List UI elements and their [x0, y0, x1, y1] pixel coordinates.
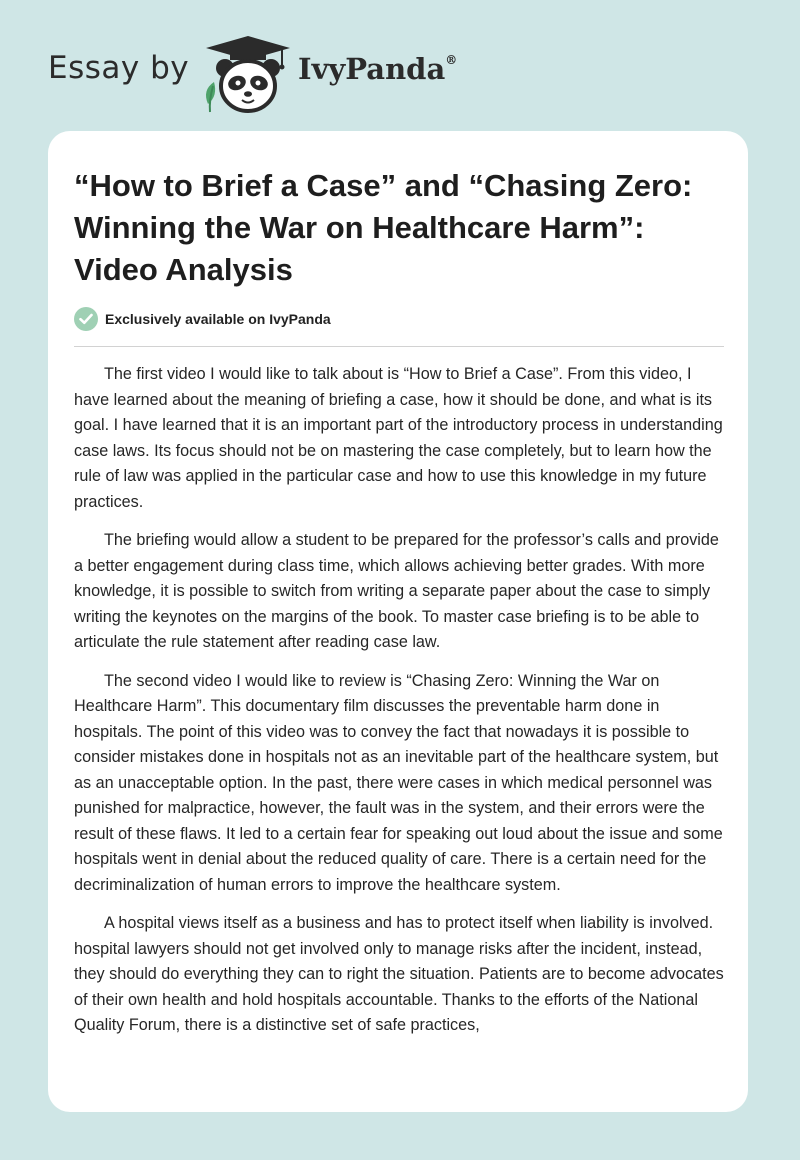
essay-title: “How to Brief a Case” and “Chasing Zero: Winning the War on Healthcare Harm”: Video Analysis: [74, 168, 693, 287]
exclusive-badge-text: Exclusively available on IvyPanda: [105, 311, 331, 327]
essay-card: [48, 131, 748, 1112]
essay-paragraph: The briefing would allow a student to be prepared for the professor’s calls and provide a better engagement during class time, which allows achieving better grades. With more knowledge, it is possible to switch from writing a separate paper about the case to simply writing the keynotes on the margins of the book. To master case briefing is to be able to articulate the rule statement after reading case law.: [74, 531, 719, 651]
site-header: [0, 0, 800, 130]
essay-paragraph: The first video I would like to talk about is “How to Brief a Case”. From this video, I have learned about the meaning of briefing a case, how it should be done, and what is its goal. I have learned that it is an important part of the introductory process in understanding case laws. Its focus should not be on mastering the case completely, but to learn how the rule of law was applied in the particular case and how to use this knowledge in my future practices.: [74, 365, 723, 511]
exclusive-badge: [74, 307, 331, 331]
registered-mark: ®: [445, 53, 458, 68]
title-divider: [74, 346, 724, 347]
essay-paragraph: A hospital views itself as a business and has to protect itself when liability is involved. hospital lawyers should not get involved only to manage risks after the incident, instead, they should do everything they can to right the situation. Patients are to become advocates of their own health and hold hospitals accountable. Thanks to the efforts of the National Quality Forum, there is a distinctive set of safe practices,: [74, 914, 724, 1034]
essay-by-label: Essay by: [48, 50, 190, 86]
essay-body: [74, 362, 724, 1052]
check-circle-icon: [74, 307, 98, 331]
brand-name[interactable]: IvyPanda®: [298, 52, 458, 86]
panda-graduate-icon[interactable]: [200, 34, 296, 114]
essay-paragraph: The second video I would like to review is “Chasing Zero: Winning the War on Healthcare Harm”. This documentary film discusses the preventable harm done in hospitals. The point of this video was to convey the fact that nowadays it is possible to consider mistakes done in hospitals not as an inevitable part of the healthcare system, but as an unacceptable option. In the past, there were cases in which medical personnel was punished for malpractice, however, the fault was in the system, and their errors were the result of these flaws. It led to a certain fear for speaking out loud about the issue and some hospitals went in denial about the reduced quality of care. There is a certain need for the decriminalization of human errors to improve the healthcare system.: [74, 671, 723, 894]
